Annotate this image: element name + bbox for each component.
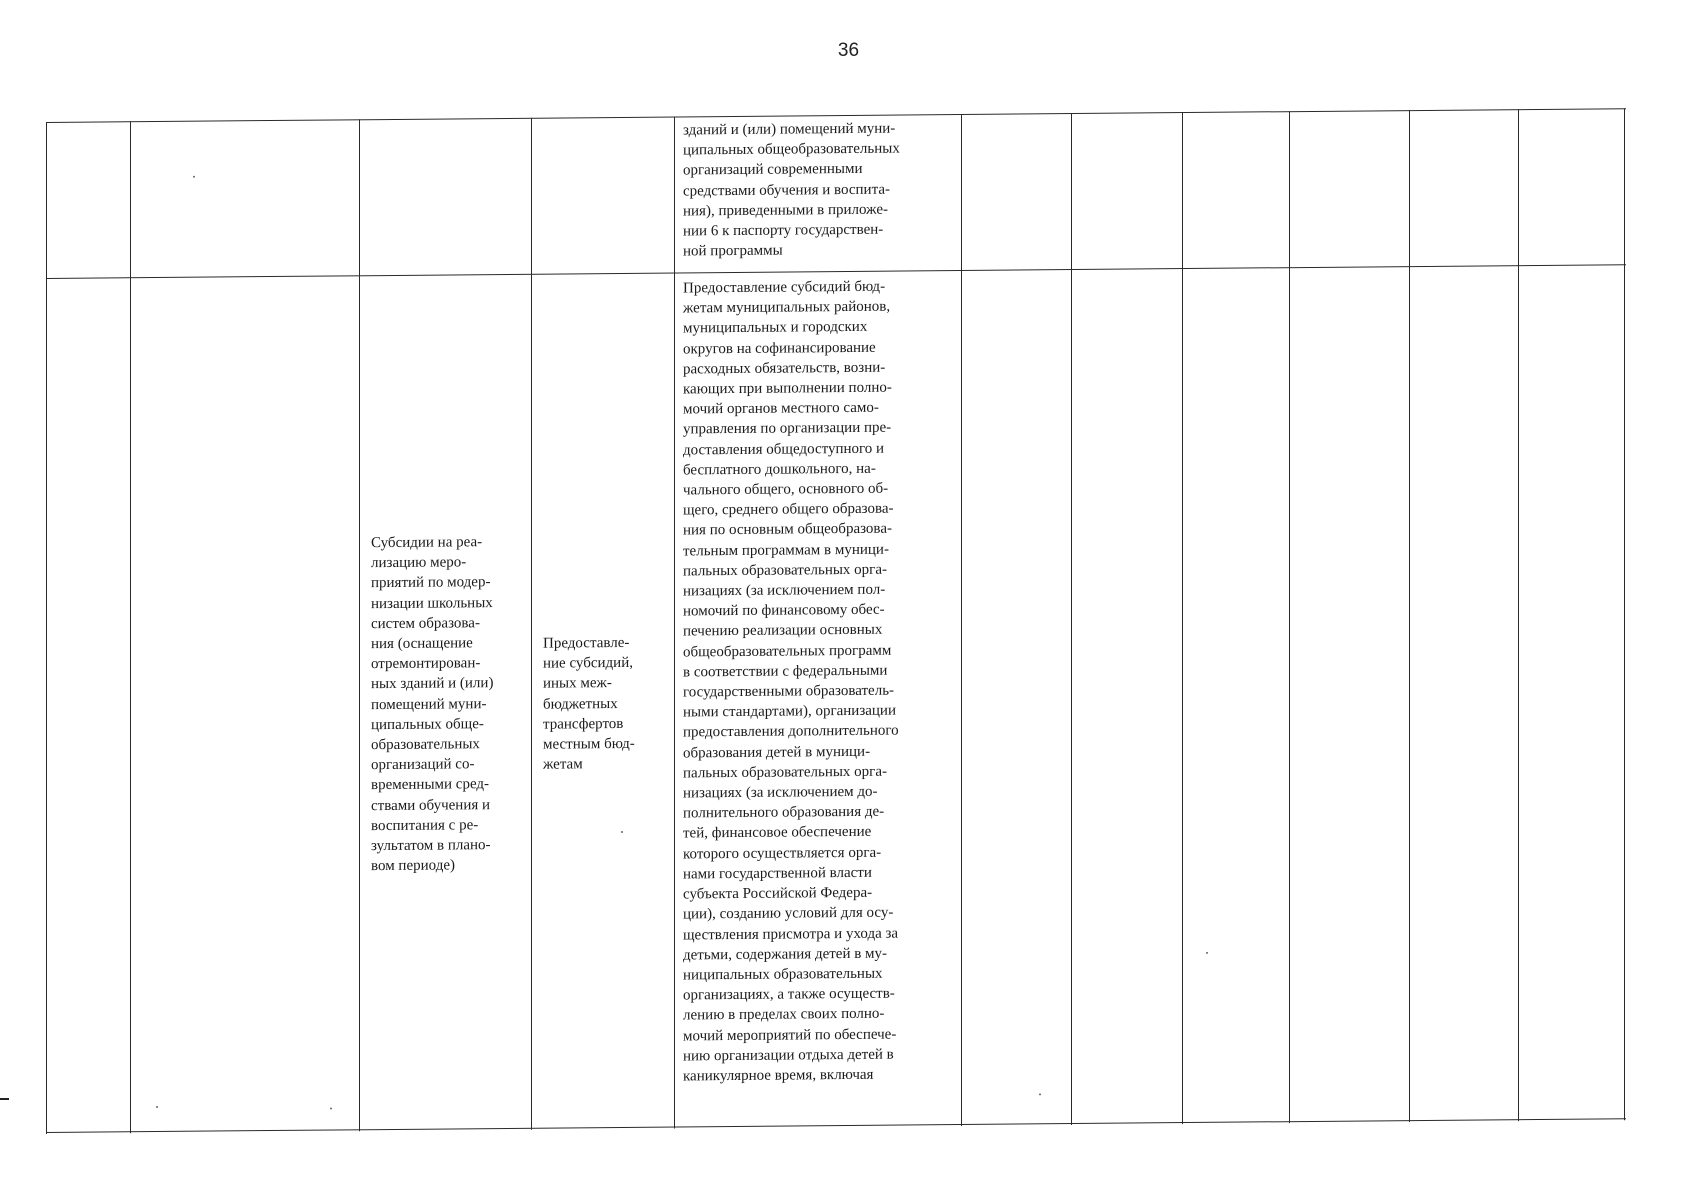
table-col-border — [130, 121, 131, 1133]
scan-speck — [1206, 952, 1208, 954]
table-col-border — [1624, 108, 1625, 1120]
data-table — [46, 108, 1626, 1134]
table-col-border — [674, 117, 675, 1129]
table-col-border — [1071, 113, 1072, 1125]
scan-speck — [156, 1106, 158, 1108]
row2-subsidy-name-cell: Субсидии на реа- лизацию меро- приятий по модер- низации школьных систем образова- ния (оснащение отремонтирован- ных зданий и (или) помещений муни- ципальных обще- образовательных организаций со- временными сред- ствами обучения и воспитания с ре- зультатом в плано- вом периоде) — [371, 534, 494, 875]
table-col-border — [1182, 112, 1183, 1124]
scan-speck — [330, 1108, 332, 1110]
scan-speck — [1039, 1093, 1041, 1095]
margin-mark — [0, 1098, 9, 1100]
row2-description-cell: Предоставление субсидий бюд- жетам муниципальных районов, муниципальных и городских округов на софинансирование расходных обязательств, возни- кающих при выполнении полно- мочий органов местного само- управления по организации пре- доставления общедоступного и бесплатного дошкольного, на- чального общего, основного об- щего, среднего общего образова- ния по основным общеобразова- тельным программам в муници- пальных образовательных орга- низациях (за исключением пол- номочий по финансовому обес- печению реализации основных общеобразовательных программ в соответствии с федеральными государственными образователь- ными стандартами), организации предоставления дополнительного образования детей в муници- пальных образовательных орга- низациях (за исключением до- полнительного образования де- тей, финансовое обеспечение которого осуществляется орга- нами государственной власти субъекта Российской Федера- ции), созданию условий для осу- ществления присмотра и ухода за детьми, содержания детей в му- ниципальных образовательных организациях, а также осуществ- лению в пределах своих полно- мочий мероприятий по обеспече- нию организации отдыха детей в каникулярное время, включая — [683, 278, 899, 1085]
scan-speck — [621, 831, 623, 833]
row1-description-cell: зданий и (или) помещений муни- ципальных общеобразовательных организаций современными средствами обучения и воспита- ния), приведенными в приложе- нии 6 к паспорту государствен- ной программы — [683, 120, 900, 260]
table-col-border — [1289, 111, 1290, 1123]
scan-speck — [193, 176, 195, 178]
table-col-border — [531, 118, 532, 1130]
table-bottom-border — [46, 1118, 1626, 1133]
table-col-border — [961, 114, 962, 1126]
table-col-border — [1409, 110, 1410, 1122]
table-col-border — [1518, 109, 1519, 1121]
table-col-border — [46, 122, 47, 1134]
row2-mechanism-cell: Предоставле- ние субсидий, иных меж- бюджетных трансфертов местным бюд- жетам — [543, 634, 635, 773]
page-number: 36 — [837, 40, 860, 61]
table-col-border — [359, 119, 360, 1131]
